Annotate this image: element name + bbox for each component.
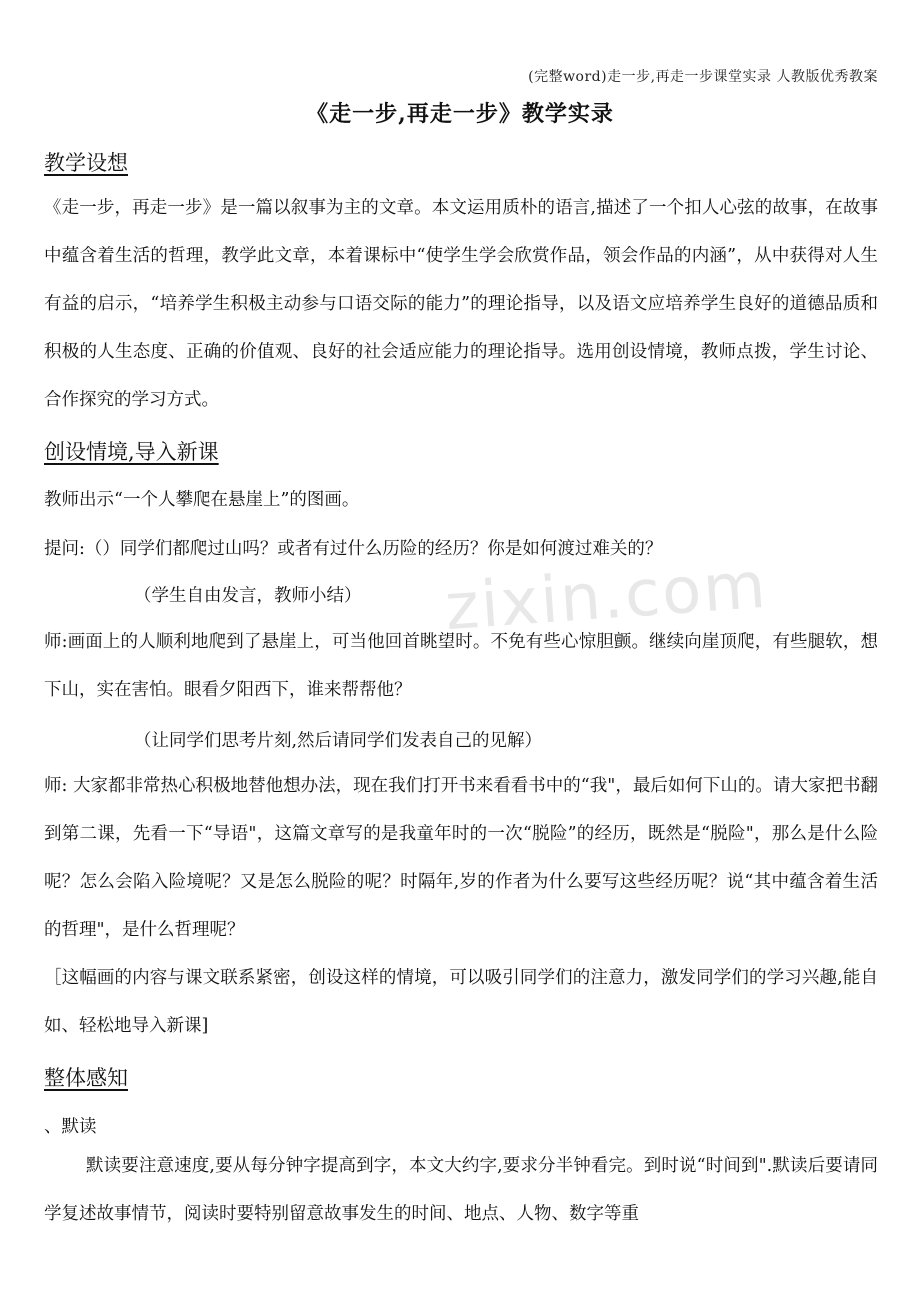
section-heading-design: 教学设想 [44,151,128,175]
section-heading-overall: 整体感知 [44,1066,128,1090]
intro-line-2: 提问:（）同学们都爬过山吗？或者有过什么历险的经历？你是如何渡过难关的？ [44,539,663,559]
section-heading-intro: 创设情境,导入新课 [44,440,219,464]
watermark: zixin.com [442,548,770,646]
page-title: 《走一步,再走一步》教学实录 [306,101,614,127]
intro-paragraph-1: 师:画面上的人顺利地爬到了悬崖上，可当他回首眺望时。不免有些心惊胆颤。继续向崖顶爬，有些腿软，想下山，实在害怕。眼看夕阳西下，谁来帮帮他？ [44,632,878,700]
overall-subheading: 、默读 [44,1117,97,1137]
design-paragraph: 《走一步，再走一步》是一篇以叙事为主的文章。本文运用质朴的语言,描述了一个扣人心弦的故事，在故事中蕴含着生活的哲理，教学此文章，本着课标中“使学生学会欣赏作品，领会作品的内涵”，从中获得对人生有益的启示，“培养学生积极主动参与口语交际的能力”的理论指导，以及语文应培养学生良好的道德品质和积极的人生态度、正确的价值观、良好的社会适应能力的理论指导。选用创设情境，教师点拨，学生讨论、合作探究的学习方式。 [44,198,878,410]
intro-note-2: （让同学们思考片刻,然后请同学们发表自己的见解） [134,731,543,751]
intro-paragraph-2: 师: 大家都非常热心积极地替他想办法，现在我们打开书来看看书中的“我"，最后如何下山的。请大家把书翻到第二课，先看一下“导语"，这篇文章写的是我童年时的一次“脱险”的经历，既然是“脱险"，那么是什么险呢？怎么会陷入险境呢？又是怎么脱险的呢？时隔年,岁的作者为什么要写这些经历呢？说“其中蕴含着生活的哲理"，是什么哲理呢？ [44,776,878,940]
intro-line-1: 教师出示“一个人攀爬在悬崖上”的图画。 [44,490,360,510]
header-note: (完整word)走一步,再走一步课堂实录 人教版优秀教案 [528,69,878,85]
intro-paragraph-3: ［这幅画的内容与课文联系紧密，创设这样的情境，可以吸引同学们的注意力，激发同学们的学习兴趣,能自如、轻松地导入新课] [44,968,878,1036]
intro-note-1: （学生自由发言，教师小结） [134,586,362,606]
overall-paragraph: 默读要注意速度,要从每分钟字提高到字，本文大约字,要求分半钟看完。到时说“时间到".默读后要请同学复述故事情节，阅读时要特别留意故事发生的时间、地点、人物、数字等重 [44,1156,878,1224]
